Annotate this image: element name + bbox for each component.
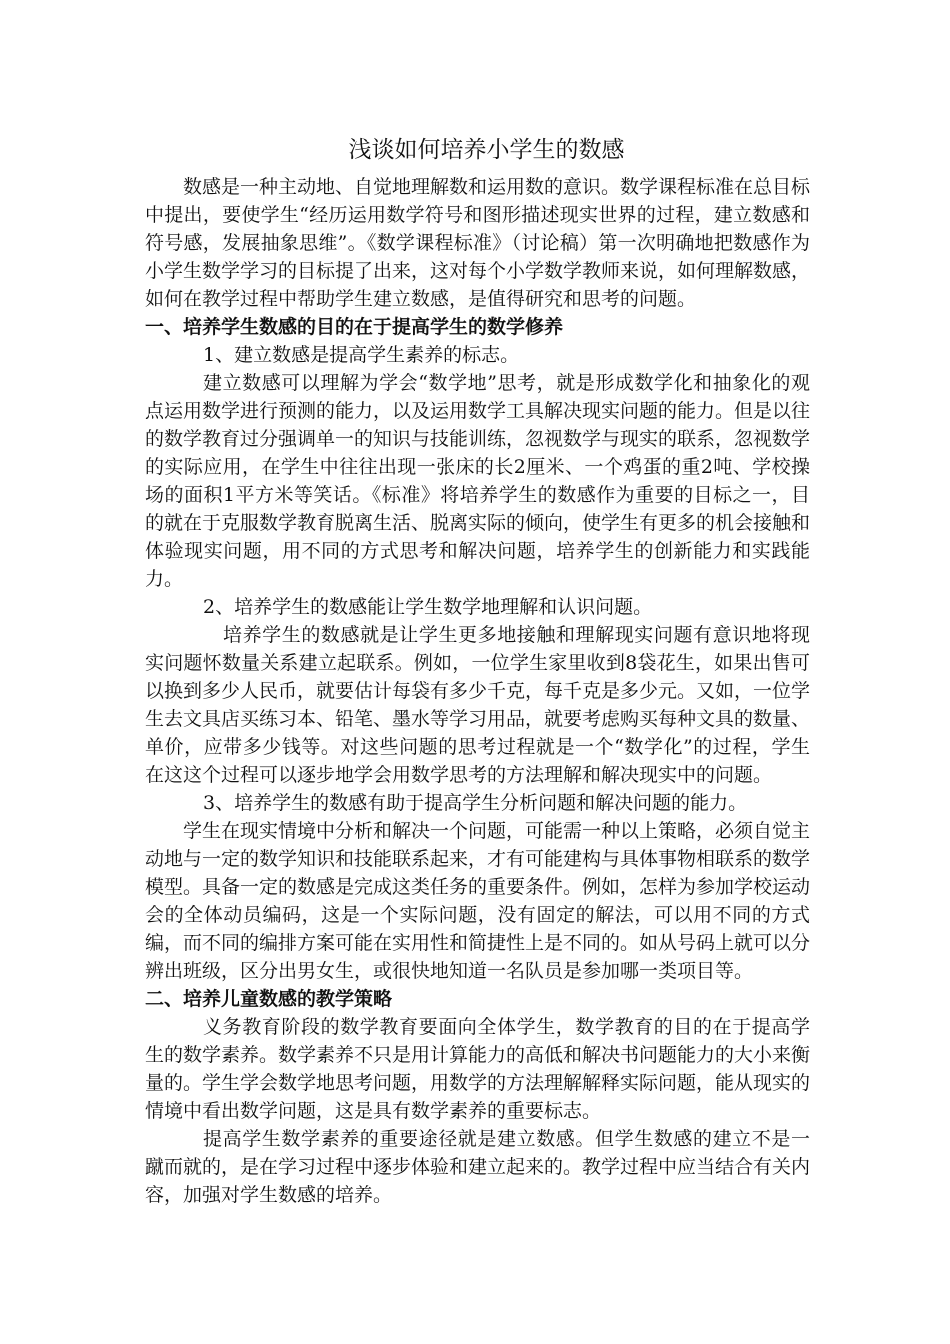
document-page <box>145 127 810 1209</box>
section-2-paragraph-1: 义务教育阶段的数学教育要面向全体学生，数学教育的目的在于提高学生的数学素养。数学素养不只是用计算能力的高低和解决书问题能力的大小来衡量的。学生学会数学地思考问题，用数学的方法理解解释实际问题，能从现实的情境中看出数学问题，这是具有数学素养的重要标志。 <box>145 1016 811 1122</box>
section-1-subheading-3: 3、培养学生的数感有助于提高学生分析问题和解决问题的能力。 <box>203 792 748 814</box>
section-2-heading: 二、培养儿童数感的教学策略 <box>145 988 393 1010</box>
section-1-paragraph-2: 培养学生的数感就是让学生更多地接触和理解现实问题有意识地将现实问题怀数量关系建立起联系。例如，一位学生家里收到8袋花生，如果出售可以换到多少人民币，就要估计每袋有多少千克，每千克是多少元。又如，一位学生去文具店买练习本、铅笔、墨水等学习用品，就要考虑购买每种文具的数量、单价，应带多少钱等。对这些问题的思考过程就是一个“数学化”的过程，学生在这这个过程可以逐步地学会用数学思考的方法理解和解决现实中的问题。 <box>145 624 811 786</box>
section-1-subheading-1: 1、建立数感是提高学生素养的标志。 <box>203 344 520 366</box>
document-title: 浅谈如何培养小学生的数感 <box>348 137 625 163</box>
section-1-heading: 一、培养学生数感的目的在于提高学生的数学修养 <box>145 316 564 338</box>
section-1-subheading-2: 2、培养学生的数感能让学生数学地理解和认识问题。 <box>203 596 653 618</box>
intro-paragraph: 数感是一种主动地、自觉地理解数和运用数的意识。数学课程标准在总目标中提出，要使学生“经历运用数学符号和图形描述现实世界的过程，建立数感和符号感，发展抽象思维”。《数学课程标准》（讨论稿）第一次明确地把数感作为小学生数学学习的目标提了出来，这对每个小学数学教师来说，如何理解数感，如何在教学过程中帮助学生建立数感，是值得研究和思考的问题。 <box>145 176 811 310</box>
section-1-paragraph-1: 建立数感可以理解为学会“数学地”思考，就是形成数学化和抽象化的观点运用数学进行预测的能力，以及运用数学工具解决现实问题的能力。但是以往的数学教育过分强调单一的知识与技能训练，忽视数学与现实的联系，忽视数学的实际应用，在学生中往往出现一张床的长2厘米、一个鸡蛋的重2吨、学校操场的面积1平方米等笑话。《标准》将培养学生的数感作为重要的目标之一，目的就在于克服数学教育脱离生活、脱离实际的倾向，使学生有更多的机会接触和体验现实问题，用不同的方式思考和解决问题，培养学生的创新能力和实践能力。 <box>145 372 811 590</box>
section-2-paragraph-2: 提高学生数学素养的重要途径就是建立数感。但学生数感的建立不是一蹴而就的，是在学习过程中逐步体验和建立起来的。教学过程中应当结合有关内容，加强对学生数感的培养。 <box>145 1128 811 1206</box>
section-1-paragraph-3: 学生在现实情境中分析和解决一个问题，可能需一种以上策略，必须自觉主动地与一定的数学知识和技能联系起来，才有可能建构与具体事物相联系的数学模型。具备一定的数感是完成这类任务的重要条件。例如，怎样为参加学校运动会的全体动员编码，这是一个实际问题，没有固定的解法，可以用不同的方式编，而不同的编排方案可能在实用性和简捷性上是不同的。如从号码上就可以分辨出班级，区分出男女生，或很快地知道一名队员是参加哪一类项目等。 <box>145 820 811 982</box>
